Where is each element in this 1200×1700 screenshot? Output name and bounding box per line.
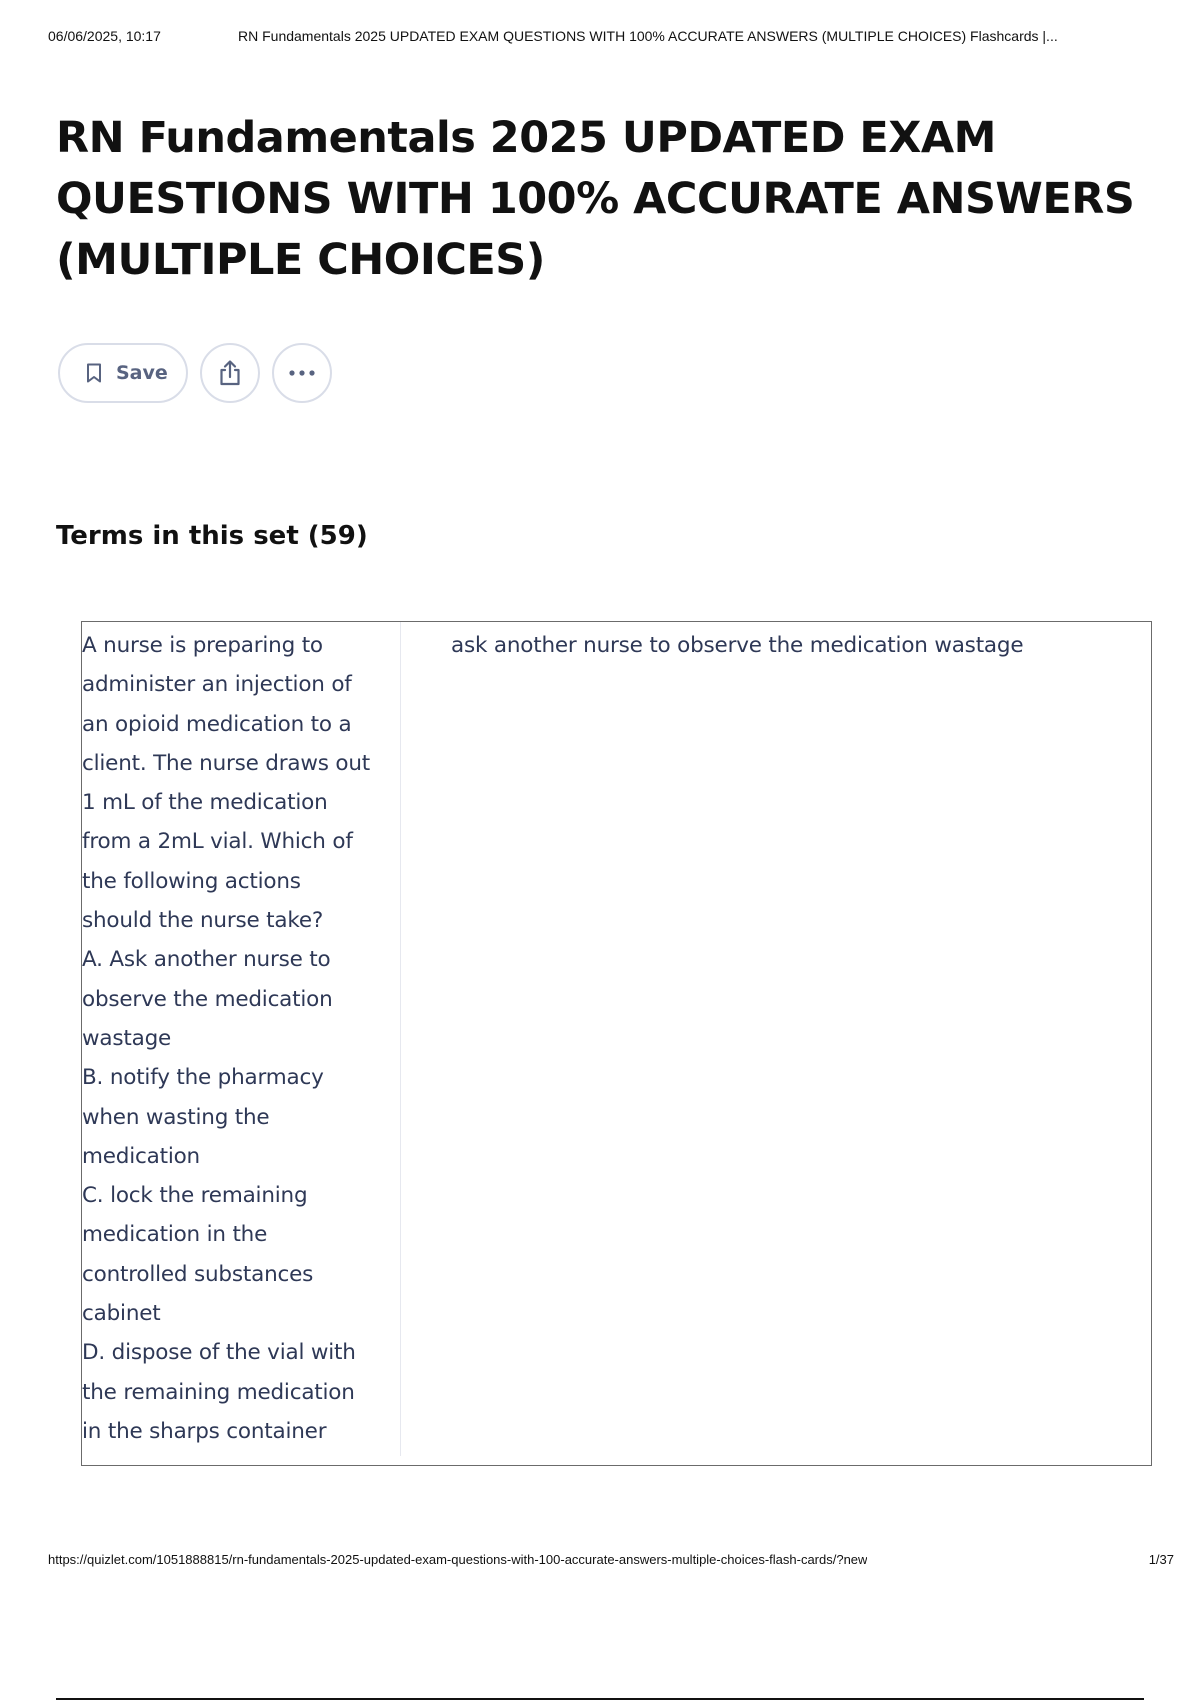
- bookmark-icon: [86, 363, 102, 383]
- term-line: the following actions: [82, 868, 301, 894]
- term-line: the remaining medication: [82, 1379, 355, 1405]
- term-card: [81, 621, 1152, 1466]
- term-line: medication: [82, 1143, 200, 1169]
- print-footer: [48, 1552, 1180, 1574]
- term-line: cabinet: [82, 1301, 161, 1327]
- term-line: when wasting the: [82, 1104, 270, 1130]
- page-title-line: RN Fundamentals 2025 UPDATED EXAM: [56, 113, 996, 163]
- share-button[interactable]: [200, 343, 260, 403]
- term-line: administer an injection of: [82, 672, 352, 698]
- term-line: C. lock the remaining: [82, 1183, 308, 1209]
- page-title: [56, 108, 1156, 291]
- print-url: https://quizlet.com/1051888815/rn-fundamentals-2025-updated-exam-questions-with-100-accurate-answers-multiple-choices-flash-cards/?new: [48, 1552, 868, 1567]
- term-line: an opioid medication to a: [82, 711, 352, 737]
- share-icon: [217, 359, 243, 387]
- definition-text: ask another nurse to observe the medication wastage: [451, 633, 1024, 658]
- term-line: client. The nurse draws out: [82, 750, 370, 776]
- print-header: [48, 28, 1180, 50]
- set-actions: [58, 343, 332, 403]
- save-button[interactable]: [58, 343, 188, 403]
- term-line: observe the medication: [82, 986, 333, 1012]
- more-horizontal-icon: [288, 369, 316, 377]
- term-text: [82, 622, 401, 1456]
- term-line: D. dispose of the vial with: [82, 1340, 356, 1366]
- term-line: in the sharps container: [82, 1418, 327, 1444]
- print-date: 06/06/2025, 10:17: [48, 28, 161, 44]
- term-line: controlled substances: [82, 1261, 314, 1287]
- term-line: 1 mL of the medication: [82, 790, 328, 816]
- term-line: from a 2mL vial. Which of: [82, 829, 353, 855]
- print-page-number: 1/37: [1148, 1552, 1174, 1567]
- save-button-label: Save: [116, 362, 168, 384]
- print-document-title: RN Fundamentals 2025 UPDATED EXAM QUESTIONS WITH 100% ACCURATE ANSWERS (MULTIPLE CHOICES) Flashcards |...: [238, 28, 1058, 44]
- page-title-line: (MULTIPLE CHOICES): [56, 235, 545, 285]
- terms-heading: Terms in this set (59): [56, 521, 368, 551]
- term-line: A nurse is preparing to: [82, 633, 323, 658]
- term-line: B. notify the pharmacy: [82, 1065, 324, 1091]
- page-title-line: QUESTIONS WITH 100% ACCURATE ANSWERS: [56, 174, 1135, 224]
- term-line: medication in the: [82, 1222, 268, 1248]
- term-line: should the nurse take?: [82, 908, 324, 934]
- term-line: A. Ask another nurse to: [82, 947, 331, 973]
- more-options-button[interactable]: [272, 343, 332, 403]
- term-line: wastage: [82, 1025, 172, 1051]
